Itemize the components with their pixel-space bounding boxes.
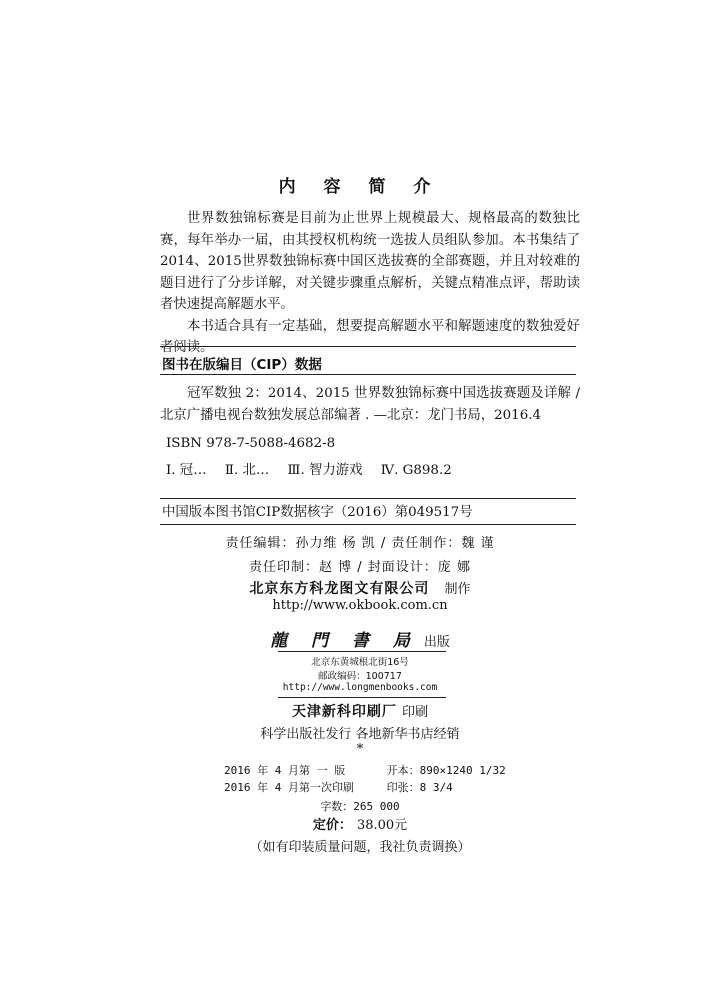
divider-cip [160,374,576,375]
producer-suffix: 制作 [444,582,471,597]
divider-publisher [278,651,446,652]
producer-url: http://www.okbook.com.cn [272,598,448,613]
cip-class-1: Ⅰ. 冠… [166,462,207,478]
cip-class-4: Ⅳ. G898.2 [380,462,452,478]
intro-paragraph-2: 本书适合具有一定基础，想要提高解题水平和解题速度的数独爱好者阅读。 [160,318,580,355]
divider-top [160,346,576,347]
publisher-suffix: 出版 [423,635,450,650]
impression: 2016 年 4 月第一次印刷 [224,781,354,794]
divider-cip-number [160,498,576,499]
format: 开本：890×1240 1/32 [386,764,506,777]
cip-class-3: Ⅲ. 智力游戏 [287,462,363,478]
publisher-address: 北京东黄城根北街16号 [311,657,409,668]
price-line [0,814,720,833]
price-label: 定价： [312,818,352,833]
cip-block [160,383,580,485]
quality-note: （如有印装质量问题，我社负责调换） [249,840,471,855]
cip-isbn: ISBN 978-7-5088-4682-8 [166,436,336,451]
printer-suffix: 印刷 [402,705,429,720]
cip-classification [160,460,580,482]
impression-row [224,779,453,795]
printer-logo: 天津新科印刷厂 [291,704,397,720]
edition: 2016 年 4 月第 一 版 [224,764,346,777]
divider-bottom [160,524,576,525]
sheets: 印张：8 3/4 [386,781,453,794]
printing-line: 责任印制：赵 博 / 封面设计：庞 娜 [249,560,471,575]
cip-bibliographic: 冠军数独 2：2014、2015 世界数独锦标赛中国选拔赛题及详解 / 北京广播电视台数独发展总部编著 . —北京：龙门书局，2016.4 [160,386,580,423]
word-count: 字数：265 000 [320,800,400,813]
cip-class-2: Ⅱ. 北… [224,462,270,478]
intro-title: 内 容 简 介 [278,177,442,197]
editor-line: 责任编辑：孙力维 杨 凯 / 责任制作：魏 谨 [225,536,495,551]
cip-heading: 图书在版编目（CIP）数据 [162,357,322,373]
intro-text [160,208,580,359]
edition-row [224,762,506,778]
publisher-url: http://www.longmenbooks.com [282,682,438,693]
publisher-postcode: 邮政编码：100717 [318,671,402,682]
separator-star: * [356,742,364,757]
producer-line [0,578,720,598]
price-value: 38.00元 [356,818,408,833]
distribution-line: 科学出版社发行 各地新华书店经销 [260,727,460,742]
producer-logo: 北京东方科龙图文有限公司 [249,581,430,597]
divider-address [278,697,446,698]
intro-paragraph-1: 世界数独锦标赛是目前为止世界上规模最大、规格最高的数独比赛，每年举办一届，由其授权机构统一选拔人员组队参加。本书集结了2014、2015世界数独锦标赛中国区选拔赛的全部赛题，并且对较难的题目进行了分步详解，对关键步骤重点解析，关键点精准点评，帮助读者快速提高解题水平。 [160,211,580,312]
cip-number: 中国版本图书馆CIP数据核字（2016）第049517号 [162,505,473,520]
printer-line [0,701,720,721]
publisher-line [0,626,720,651]
publisher-logo: 龍 門 書 局 [270,631,419,651]
